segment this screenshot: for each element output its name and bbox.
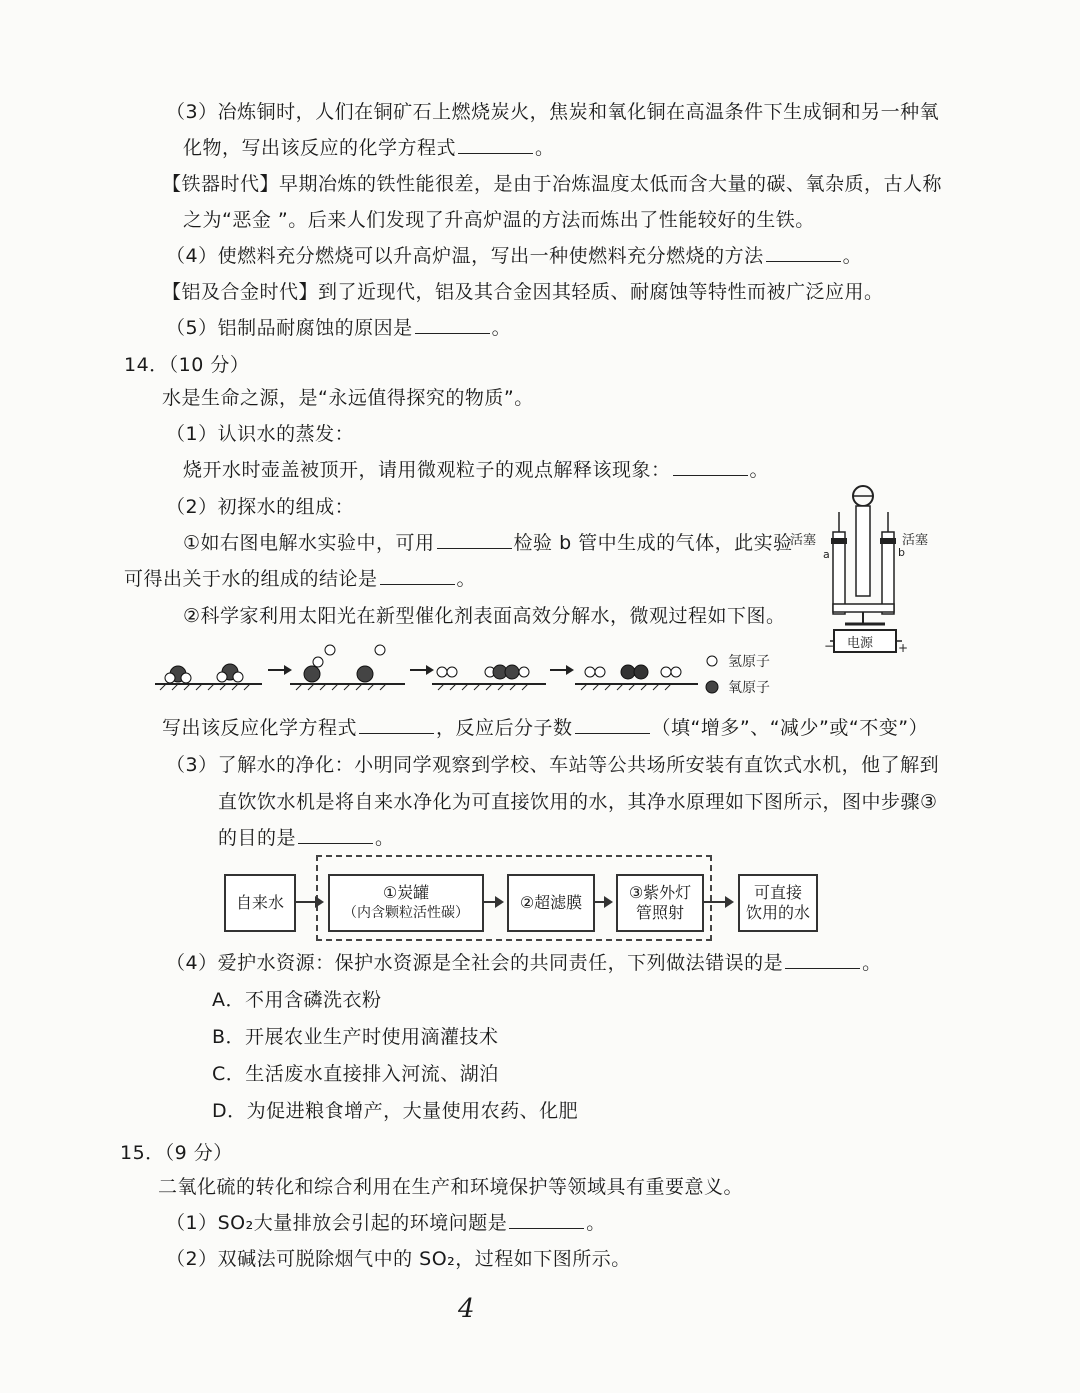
q14-p3-line1: （3）了解水的净化：小明同学观察到学校、车站等公共场所安装有直饮式水机，他了解到 xyxy=(166,754,940,776)
flow-arrow xyxy=(593,901,611,903)
q15-p2: （2）双碱法可脱除烟气中的 SO₂，过程如下图所示。 xyxy=(166,1248,631,1270)
q14-p3-line3: 的目的是 。 xyxy=(218,827,395,849)
q14-p1-question: 烧开水时壶盖被顶开，请用微观粒子的观点解释该现象： 。 xyxy=(183,459,770,481)
q14-write-equation: 写出该反应化学方程式 ，反应后分子数 （填“增多”、“减少”或“不变”） xyxy=(162,717,929,739)
page-number: 4 xyxy=(458,1294,476,1324)
tube-label-b: b xyxy=(898,546,905,559)
q14-number: 14．（10 分） xyxy=(124,354,250,376)
hydrogen-atom-icon xyxy=(707,656,717,666)
carbon-tank-box: ①炭罐 （内含颗粒活性碳） xyxy=(328,874,484,932)
flow-arrow xyxy=(482,901,502,903)
answer-blank[interactable] xyxy=(298,825,373,844)
legend-hydrogen: 氢原子 xyxy=(728,654,770,670)
q14-p2-1: ①如右图电解水实验中，可用 检验 b 管中生成的气体，此实验 xyxy=(183,532,793,554)
flow-arrow xyxy=(294,901,322,903)
q13-p4: （4）使燃料充分燃烧可以升高炉温，写出一种使燃料充分燃烧的方法 。 xyxy=(166,245,863,267)
answer-blank[interactable] xyxy=(766,243,841,262)
option-b: B．开展农业生产时使用滴灌技术 xyxy=(212,1026,499,1048)
answer-blank[interactable] xyxy=(458,135,533,154)
aluminum-age: 【铝及合金时代】到了近现代，铝及其合金因其轻质、耐腐蚀等特性而被广泛应用。 xyxy=(162,281,884,303)
q13-p5: （5）铝制品耐腐蚀的原因是 。 xyxy=(166,317,512,339)
legend-oxygen: 氧原子 xyxy=(728,680,770,696)
q13-p3-line1: （3）冶炼铜时，人们在铜矿石上燃烧炭火，焦炭和氧化铜在高温条件下生成铜和另一种氧 xyxy=(166,101,940,123)
tube-label-a: a xyxy=(823,548,830,561)
iron-age-line2: 之为“恶金 ”。后来人们发现了升高炉温的方法而炼出了性能较好的生铁。 xyxy=(183,209,815,231)
q14-p2-1-cont: 可得出关于水的组成的结论是 。 xyxy=(124,568,477,590)
stopcock-label-left: 活塞 xyxy=(790,533,817,548)
answer-blank[interactable] xyxy=(415,315,490,334)
q14-p2-2: ②科学家利用太阳光在新型催化剂表面高效分解水，微观过程如下图。 xyxy=(183,605,786,627)
answer-blank[interactable] xyxy=(575,715,650,734)
q14-p3-line2: 直饮饮水机是将自来水净化为可直接饮用的水，其净水原理如下图所示，图中步骤③ xyxy=(218,791,938,813)
svg-text:−: − xyxy=(824,639,835,653)
q14-p2: （2）初探水的组成： xyxy=(166,496,355,518)
q13-p3-line2: 化物，写出该反应的化学方程式 。 xyxy=(183,137,555,159)
q14-p1: （1）认识水的蒸发： xyxy=(166,423,355,445)
option-a: A．不用含磷洗衣粉 xyxy=(212,989,382,1011)
electrolysis-apparatus xyxy=(790,482,940,657)
uv-lamp-box: ③紫外灯 管照射 xyxy=(616,874,704,932)
ultrafiltration-box: ②超滤膜 xyxy=(507,874,595,932)
water-splitting-diagram xyxy=(150,640,780,700)
svg-text:+: + xyxy=(898,641,909,655)
answer-blank[interactable] xyxy=(359,715,434,734)
q14-p4: （4）爱护水资源：保护水资源是全社会的共同责任，下列做法错误的是 。 xyxy=(166,952,882,974)
iron-age-line1: 【铁器时代】早期冶炼的铁性能很差，是由于冶炼温度太低而含大量的碳、氧杂质，古人称 xyxy=(162,173,943,195)
q14-intro: 水是生命之源，是“永远值得探究的物质”。 xyxy=(162,387,534,409)
tap-water-box: 自来水 xyxy=(224,874,296,932)
answer-blank[interactable] xyxy=(673,457,748,476)
q13-p3-text: 化物，写出该反应的化学方程式 xyxy=(183,137,457,159)
option-d: D．为促进粮食增产，大量使用农药、化肥 xyxy=(212,1100,579,1122)
q15-number: 15．（9 分） xyxy=(120,1142,233,1164)
answer-blank[interactable] xyxy=(509,1210,584,1229)
q15-intro: 二氧化硫的转化和综合利用在生产和环境保护等领域具有重要意义。 xyxy=(158,1176,744,1198)
stopcock-label-right: 活塞 xyxy=(902,533,929,548)
flow-arrow xyxy=(702,901,732,903)
answer-blank[interactable] xyxy=(437,530,512,549)
drinkable-water-box: 可直接 饮用的水 xyxy=(738,874,818,932)
oxygen-atom-icon xyxy=(706,681,718,693)
answer-blank[interactable] xyxy=(785,950,860,969)
power-label: 电源 xyxy=(847,636,874,651)
q15-p1: （1）SO₂大量排放会引起的环境问题是 。 xyxy=(166,1212,606,1234)
option-c: C．生活废水直接排入河流、湖泊 xyxy=(212,1063,499,1085)
answer-blank[interactable] xyxy=(380,566,455,585)
